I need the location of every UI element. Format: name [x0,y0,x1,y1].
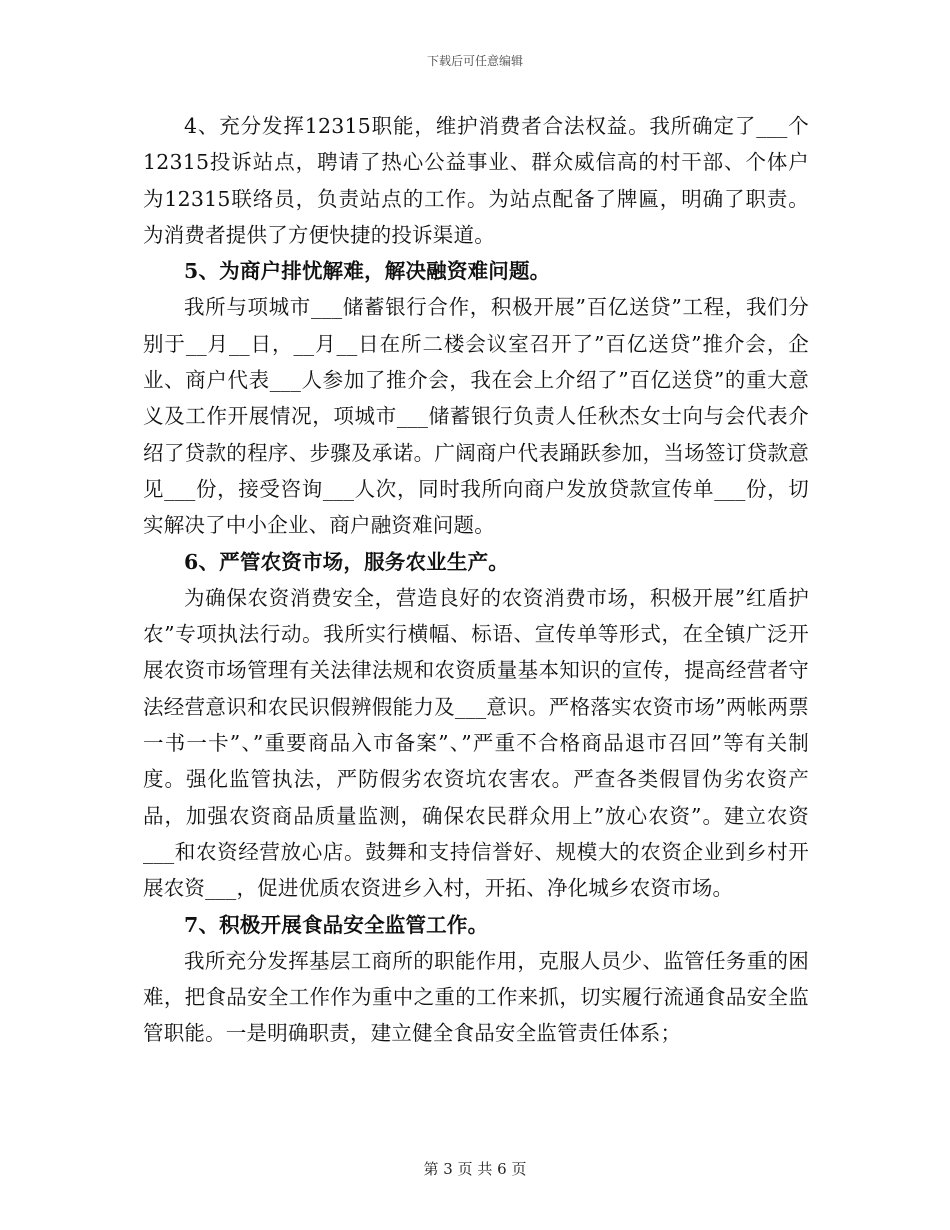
paragraph-agri-market: 为确保农资消费安全，营造良好的农资消费市场，积极开展”红盾护农”专项执法行动。我所实行横幅、标语、宣传单等形式，在全镇广泛开展农资市场管理有关法律法规和农资质量基本知识的宣传，提高经营者守法经营意识和农民识假辨假能力及___意识。严格落实农资市场”两帐两票一书一卡”、”重要商品入市备案”、”严重不合格商品退市召回”等有关制度。强化监管执法，严防假劣农资坑农害农。严查各类假冒伪劣农资产品，加强农资商品质量监测，确保农民群众用上”放心农资”。建立农资___和农资经营放心店。鼓舞和支持信誉好、规模大的农资企业到乡村开展农资___，促进优质农资进乡入村，开拓、净化城乡农资市场。 [143,585,809,901]
document-body [143,108,809,1052]
section-heading-7: 7、积极开展食品安全监管工作。 [184,912,489,937]
page-header-note: 下载后可任意编辑 [426,54,523,68]
paragraph-loans: 我所与项城市___储蓄银行合作，积极开展”百亿送贷”工程，我们分别于__月__日，__月__日在所二楼会议室召开了”百亿送贷”推介会，企业、商户代表___人参加了推介会，我在会上介绍了”百亿送贷”的重大意义及工作开展情况，项城市___储蓄银行负责人任秋杰女士向与会代表介绍了贷款的程序、步骤及承诺。广阔商户代表踊跃参加，当场签订贷款意见___份，接受咨询___人次，同时我所向商户发放贷款宣传单___份，切实解决了中小企业、商户融资难问题。 [143,295,809,538]
page-number: 第 3 页 共 6 页 [423,1160,527,1178]
section-heading-5: 5、为商户排忧解难，解决融资难问题。 [184,259,551,284]
paragraph-food-safety: 我所充分发挥基层工商所的职能作用，克服人员少、监管任务重的困难，把食品安全工作作为重中之重的工作来抓，切实履行流通食品安全监管职能。一是明确职责，建立健全食品安全监管责任体系； [143,948,809,1046]
paragraph-item-4: 4、充分发挥12315职能，维护消费者合法权益。我所确定了___个12315投诉站点，聘请了热心公益事业、群众威信高的村干部、个体户为12315联络员，负责站点的工作。为站点配备了牌匾，明确了职责。为消费者提供了方便快捷的投诉渠道。 [143,114,809,247]
section-heading-6: 6、严管农资市场，服务农业生产。 [184,549,509,574]
